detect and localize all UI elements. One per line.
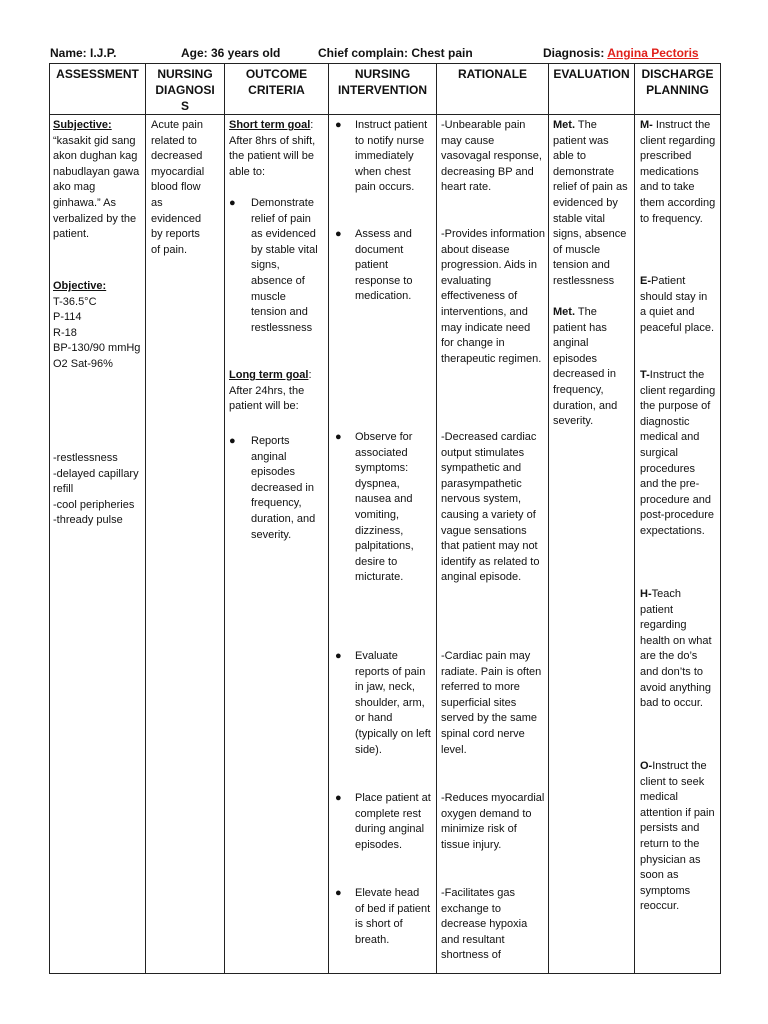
bullet-icon: ● <box>335 792 342 804</box>
discharge-planning-cell <box>635 115 721 974</box>
evaluation-status: Met. <box>553 119 575 131</box>
short-term-goal-label: Short term goal <box>229 119 311 131</box>
intervention-item: Place patient at complete rest during anginal episodes. <box>355 792 431 851</box>
evaluation-cell <box>549 115 635 974</box>
vital-sign: O2 Sat-96% <box>53 357 113 370</box>
objective-label: Objective: <box>53 280 107 292</box>
patient-age: Age: 36 years old <box>181 46 281 60</box>
objective-sign: -cool peripheries <box>53 498 135 511</box>
column-header-discharge-planning: DISCHARGE PLANNING <box>635 64 721 115</box>
nursing-diagnosis-text: Acute pain related to decreased myocardial blood flow as evidenced by reports of pain. <box>151 119 205 256</box>
objective-sign: -delayed capillary refill <box>53 467 139 496</box>
vital-sign: P-114 <box>53 311 82 324</box>
discharge-item: H-Teach patient regarding health on what are the do’s and don’ts to avoid anything bad to occur. <box>640 588 712 710</box>
diagnosis-value: Angina Pectoris <box>607 46 699 60</box>
method-letter: M- <box>640 119 653 131</box>
intervention-item: Observe for associated symptoms: dyspnea, nausea and vomiting, dizziness, palpitations, desire to micturate. <box>355 431 414 584</box>
table-row <box>50 115 721 974</box>
rationale-cell <box>437 115 549 974</box>
objective-sign: -restlessness <box>53 452 118 464</box>
discharge-item: T-Instruct the client regarding the purpose of diagnostic medical and surgical procedures and the pre-procedure and post-procedure expectations. <box>640 369 716 537</box>
rationale-item: -Decreased cardiac output stimulates sympathetic and parasympathetic nervous system, causing a variety of vague sensations that patient may not identify as related to anginal episode. <box>441 431 540 584</box>
method-letter: O- <box>640 760 653 772</box>
subjective-text: “kasakit gid sang akon dughan kag nabudlayan gawa ako mag ginhawa.” As verbalized by the patient. <box>53 134 140 241</box>
vital-sign: T-36.5°C <box>53 295 97 308</box>
rationale-item: -Facilitates gas exchange to decrease hypoxia and resultant shortness of <box>441 887 528 962</box>
column-header-assessment: ASSESSMENT <box>50 64 146 115</box>
rationale-item: -Provides information about disease progression. Aids in evaluating effectiveness of interventions, and may indicate need for change in therapeutic regimen. <box>441 228 545 365</box>
discharge-item: E-Patient should stay in a quiet and peaceful place. <box>640 275 714 334</box>
bullet-icon: ● <box>335 228 342 240</box>
patient-header <box>50 46 750 62</box>
objective-sign: -thready pulse <box>53 514 123 527</box>
evaluation-status: Met. <box>553 306 575 318</box>
bullet-icon: ● <box>335 431 342 443</box>
column-header-outcome-criteria: OUTCOME CRITERIA <box>225 64 329 115</box>
intervention-item: Elevate head of bed if patient is short of breath. <box>355 887 431 946</box>
vital-sign: BP-130/90 mmHg <box>53 342 141 355</box>
discharge-item: O-Instruct the client to seek medical attention if pain persists and return to the physician as soon as symptoms reoccur. <box>640 760 715 913</box>
table-header-row <box>50 64 721 115</box>
column-header-evaluation: EVALUATION <box>549 64 635 115</box>
diagnosis-label: Diagnosis: <box>543 46 608 60</box>
short-term-goal-text: After 8hrs of shift, the patient will be able to: <box>229 134 316 178</box>
subjective-label: Subjective: <box>53 119 112 131</box>
assessment-cell <box>50 115 146 974</box>
column-header-nursing-intervention: NURSING INTERVENTION <box>329 64 437 115</box>
intervention-item: Instruct patient to notify nurse immediately when chest pain occurs. <box>355 119 428 194</box>
discharge-item: M- Instruct the client regarding prescribed medications and to take them according to frequency. <box>640 119 716 225</box>
patient-name: Name: I.J.P. <box>50 46 117 60</box>
method-letter: T- <box>640 369 650 381</box>
chief-complaint: Chief complain: Chest pain <box>318 46 473 60</box>
bullet-icon: ● <box>335 650 342 662</box>
method-letter: H- <box>640 588 652 600</box>
column-header-nursing-diagnosis: NURSING DIAGNOSI S <box>146 64 225 115</box>
rationale-item: -Unbearable pain may cause vasovagal response, decreasing BP and heart rate. <box>441 119 542 194</box>
nursing-care-plan-table <box>49 63 721 974</box>
outcome-criteria-cell: Short term goal: After 8hrs of shift, the patient will be able to: ● Demonstrate relief of pain as evidenced by stable vital signs, absence of muscle tension and restlessness Long term goal: After 24hrs, the patient will be: ● Reports anginal episodes decreased in frequency, duration, and severity. <box>225 115 329 974</box>
evaluation-item: Met. The patient was able to demonstrate relief of pain as evidenced by stable vital signs, absence of muscle tension and restlessness <box>553 119 628 287</box>
long-term-goal-text: After 24hrs, the patient will be: <box>229 384 305 413</box>
long-term-goal-item: Reports anginal episodes decreased in frequency, duration, and severity. <box>251 435 316 541</box>
intervention-item: Evaluate reports of pain in jaw, neck, shoulder, arm, or hand (typically on left side). <box>355 650 431 756</box>
bullet-icon: ● <box>229 435 236 447</box>
bullet-icon: ● <box>229 197 236 209</box>
evaluation-item: Met. The patient has anginal episodes decreased in frequency, duration, and severity. <box>553 306 618 428</box>
method-letter: E- <box>640 275 651 287</box>
intervention-item: Assess and document patient response to medication. <box>355 228 413 303</box>
rationale-item: -Reduces myocardial oxygen demand to minimize risk of tissue injury. <box>441 792 545 851</box>
diagnosis <box>543 46 699 62</box>
column-header-rationale: RATIONALE <box>437 64 549 115</box>
vital-sign: R-18 <box>53 326 77 339</box>
bullet-icon: ● <box>335 887 342 899</box>
rationale-item: -Cardiac pain may radiate. Pain is often referred to more superficial sites served by the same spinal cord nerve level. <box>441 650 542 756</box>
bullet-icon: ● <box>335 119 342 131</box>
nursing-intervention-cell <box>329 115 437 974</box>
short-term-goal-item: Demonstrate relief of pain as evidenced by stable vital signs, absence of muscle tension and restlessness <box>251 197 318 334</box>
long-term-goal-label: Long term goal <box>229 369 309 381</box>
nursing-diagnosis-cell <box>146 115 225 974</box>
